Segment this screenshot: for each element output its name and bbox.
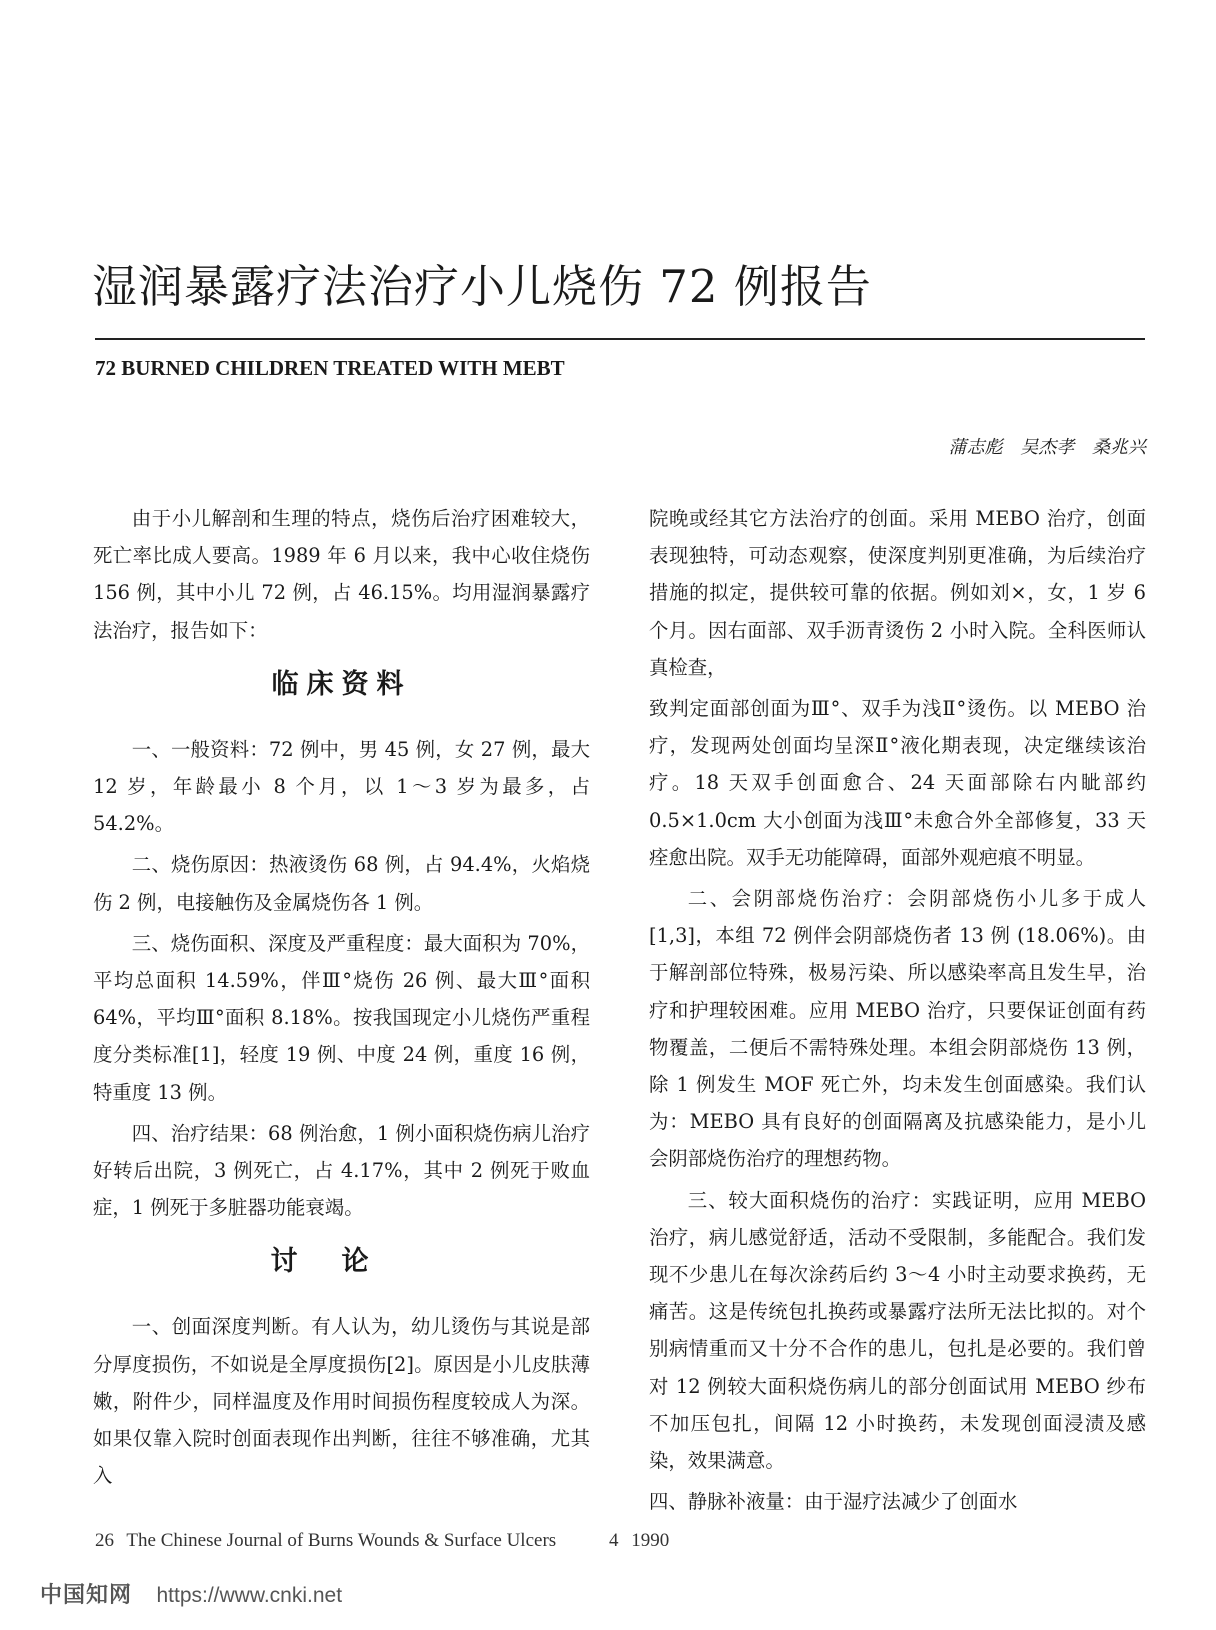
section-heading-clinical: 临床资料 bbox=[271, 668, 412, 700]
paragraph-iv-fluid: 四、静脉补液量：由于湿疗法减少了创面水 bbox=[649, 1490, 1018, 1514]
paragraph-continued: 院晚或经其它方法治疗的创面。采用 MEBO 治疗，创面表现独特，可动态观察，使深度判别更准确，为后续治疗措施的拟定，提供较可靠的依据。例如刘×，女，1 岁 6 个月。因右面部、双手沥青烫伤 2 小时入院。全科医师认真检查， bbox=[649, 507, 1146, 679]
paragraph-large-area-burn: 三、较大面积烧伤的治疗：实践证明，应用 MEBO 治疗，病儿感觉舒适，活动不受限制，多能配合。我们发现不少患儿在每次涂药后约 3～4 小时主动要求换药，无痛苦。这是传统包扎换药或暴露疗法所无法比拟的。对个别病情重而又十分不合作的患儿，包扎是必要的。我们曾对 12 例较大面积烧伤病儿的部分创面试用 MEBO 纱布不加压包扎，间隔 12 小时换药，未发现创面浸渍及感染，效果满意。 bbox=[649, 1188, 1146, 1473]
cnki-url[interactable]: https://www.cnki.net bbox=[156, 1584, 343, 1607]
paragraph-case-example: 致判定面部创面为Ⅲ°、双手为浅Ⅱ°烫伤。以 MEBO 治疗，发现两处创面均呈深Ⅱ°液化期表现，决定继续该治疗。18 天双手创面愈合、24 天面部除右内眦部约 0.5×1.0cm 大小创面为浅Ⅲ°未愈合外全部修复，33 天痊愈出院。双手无功能障碍，面部外观疤痕不明显。 bbox=[649, 697, 1146, 869]
paragraph-burn-area: 三、烧伤面积、深度及严重程度：最大面积为 70%，平均总面积 14.59%，伴Ⅲ°烧伤 26 例、最大Ⅲ°面积 64%，平均Ⅲ°面积 8.18%。按我国现定小儿烧伤严重程度分类标准[1]，轻度 19 例、中度 24 例，重度 16 例，特重度 13 例。 bbox=[93, 931, 590, 1104]
issue-number: 4 bbox=[608, 1530, 619, 1551]
right-column bbox=[649, 500, 1146, 1524]
article-title-en: 72 BURNED CHILDREN TREATED WITH MEBT bbox=[95, 356, 565, 380]
issue-year: 1990 bbox=[631, 1530, 670, 1551]
paragraph-treatment-result: 四、治疗结果：68 例治愈，1 例小面积烧伤病儿治疗好转后出院，3 例死亡，占 4.17%，其中 2 例死于败血症，1 例死于多脏器功能衰竭。 bbox=[93, 1121, 590, 1220]
authors: 蒲志彪 吴杰孝 桑兆兴 bbox=[948, 437, 1146, 458]
paragraph-wound-depth: 一、创面深度判断。有人认为，幼儿烫伤与其说是部分厚度损伤，不如说是全厚度损伤[2]。原因是小儿皮肤薄嫩，附件少，同样温度及作用时间损伤程度较成人为深。如果仅靠入院时创面表现作出判断，往往不够准确，尤其入 bbox=[93, 1315, 590, 1488]
cnki-watermark bbox=[40, 1578, 342, 1609]
title-divider bbox=[95, 338, 1145, 340]
cnki-logo: 中国知网 bbox=[40, 1582, 133, 1607]
paragraph-perineal-burn: 二、会阴部烧伤治疗：会阴部烧伤小儿多于成人[1,3]，本组 72 例伴会阴部烧伤者 13 例 (18.06%)。由于解剖部位特殊，极易污染、所以感染率高且发生早，治疗和护理较困难。应用 MEBO 治疗，只要保证创面有药物覆盖，二便后不需特殊处理。本组会阴部烧伤 13 例，除 1 例发生 MOF 死亡外，均未发生创面感染。我们认为：MEBO 具有良好的创面隔离及抗感染能力，是小儿会阴部烧伤治疗的理想药物。 bbox=[649, 887, 1146, 1171]
journal-name: The Chinese Journal of Burns Wounds & Surface Ulcers bbox=[126, 1530, 557, 1551]
article-title-cn: 湿润暴露疗法治疗小儿烧伤 72 例报告 bbox=[92, 260, 872, 313]
left-column bbox=[93, 500, 590, 1498]
paragraph-general-data: 一、一般资料：72 例中，男 45 例，女 27 例，最大 12 岁，年龄最小 8 个月，以 1～3 岁为最多，占 54.2%。 bbox=[93, 737, 590, 836]
page-footer bbox=[95, 1530, 677, 1552]
intro-paragraph: 由于小儿解剖和生理的特点，烧伤后治疗困难较大，死亡率比成人要高。1989 年 6 月以来，我中心收住烧伤 156 例，其中小儿 72 例，占 46.15%。均用湿润暴露疗法治疗，报告如下： bbox=[93, 507, 590, 642]
section-heading-discussion: 讨论 bbox=[270, 1246, 413, 1278]
paragraph-burn-cause: 二、烧伤原因：热液烫伤 68 例，占 94.4%，火焰烧伤 2 例，电接触伤及金属烧伤各 1 例。 bbox=[93, 853, 590, 914]
page-number: 26 bbox=[95, 1530, 114, 1551]
